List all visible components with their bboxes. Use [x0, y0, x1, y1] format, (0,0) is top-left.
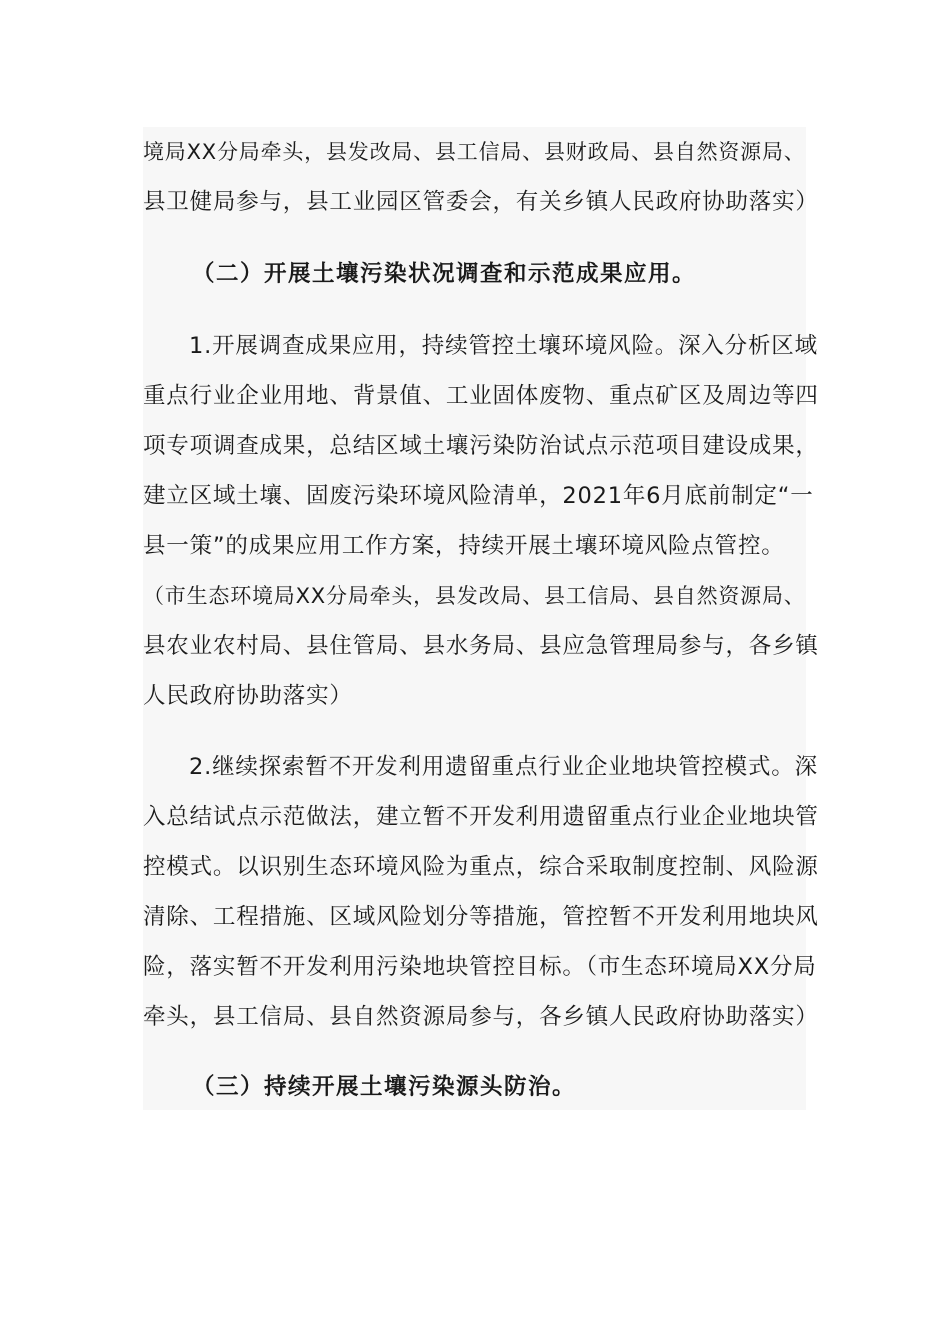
paragraph-line: 1.开展调查成果应用，持续管控土壤环境风险。深入分析区域	[189, 333, 818, 359]
paragraph-line: 县农业农村局、县住管局、县水务局、县应急管理局参与，各乡镇	[143, 633, 819, 659]
paragraph-line: 2.继续探索暂不开发利用遗留重点行业企业地块管控模式。深	[189, 754, 818, 780]
paragraph-line: 控模式。以识别生态环境风险为重点，综合采取制度控制、风险源	[143, 854, 819, 880]
paragraph-line: 境局XX分局牵头，县发改局、县工信局、县财政局、县自然资源局、	[143, 140, 806, 164]
paragraph-line: 重点行业企业用地、背景值、工业固体废物、重点矿区及周边等四	[143, 383, 819, 409]
section-heading-2: （二）开展土壤污染状况调查和示范成果应用。	[192, 261, 697, 287]
paragraph-line: 县一策”的成果应用工作方案，持续开展土壤环境风险点管控。	[143, 533, 785, 559]
paragraph-line: 人民政府协助落实）	[143, 683, 353, 709]
paragraph-line: 险，落实暂不开发利用污染地块管控目标。（市生态环境局XX分局	[143, 954, 817, 980]
paragraph-line: 县卫健局参与，县工业园区管委会，有关乡镇人民政府协助落实）	[143, 189, 819, 215]
paragraph-line: 建立区域土壤、固废污染环境风险清单，2021年6月底前制定“一	[143, 483, 814, 509]
paragraph-line: 入总结试点示范做法，建立暂不开发利用遗留重点行业企业地块管	[143, 804, 819, 830]
paragraph-line: 清除、工程措施、区域风险划分等措施，管控暂不开发利用地块风	[143, 904, 819, 930]
paragraph-line: 项专项调查成果，总结区域土壤污染防治试点示范项目建设成果，	[143, 433, 819, 459]
paragraph-line: 牵头，县工信局、县自然资源局参与，各乡镇人民政府协助落实）	[143, 1004, 819, 1030]
section-heading-3: （三）持续开展土壤污染源头防治。	[192, 1074, 577, 1100]
paragraph-line: （市生态环境局XX分局牵头，县发改局、县工信局、县自然资源局、	[143, 584, 806, 608]
